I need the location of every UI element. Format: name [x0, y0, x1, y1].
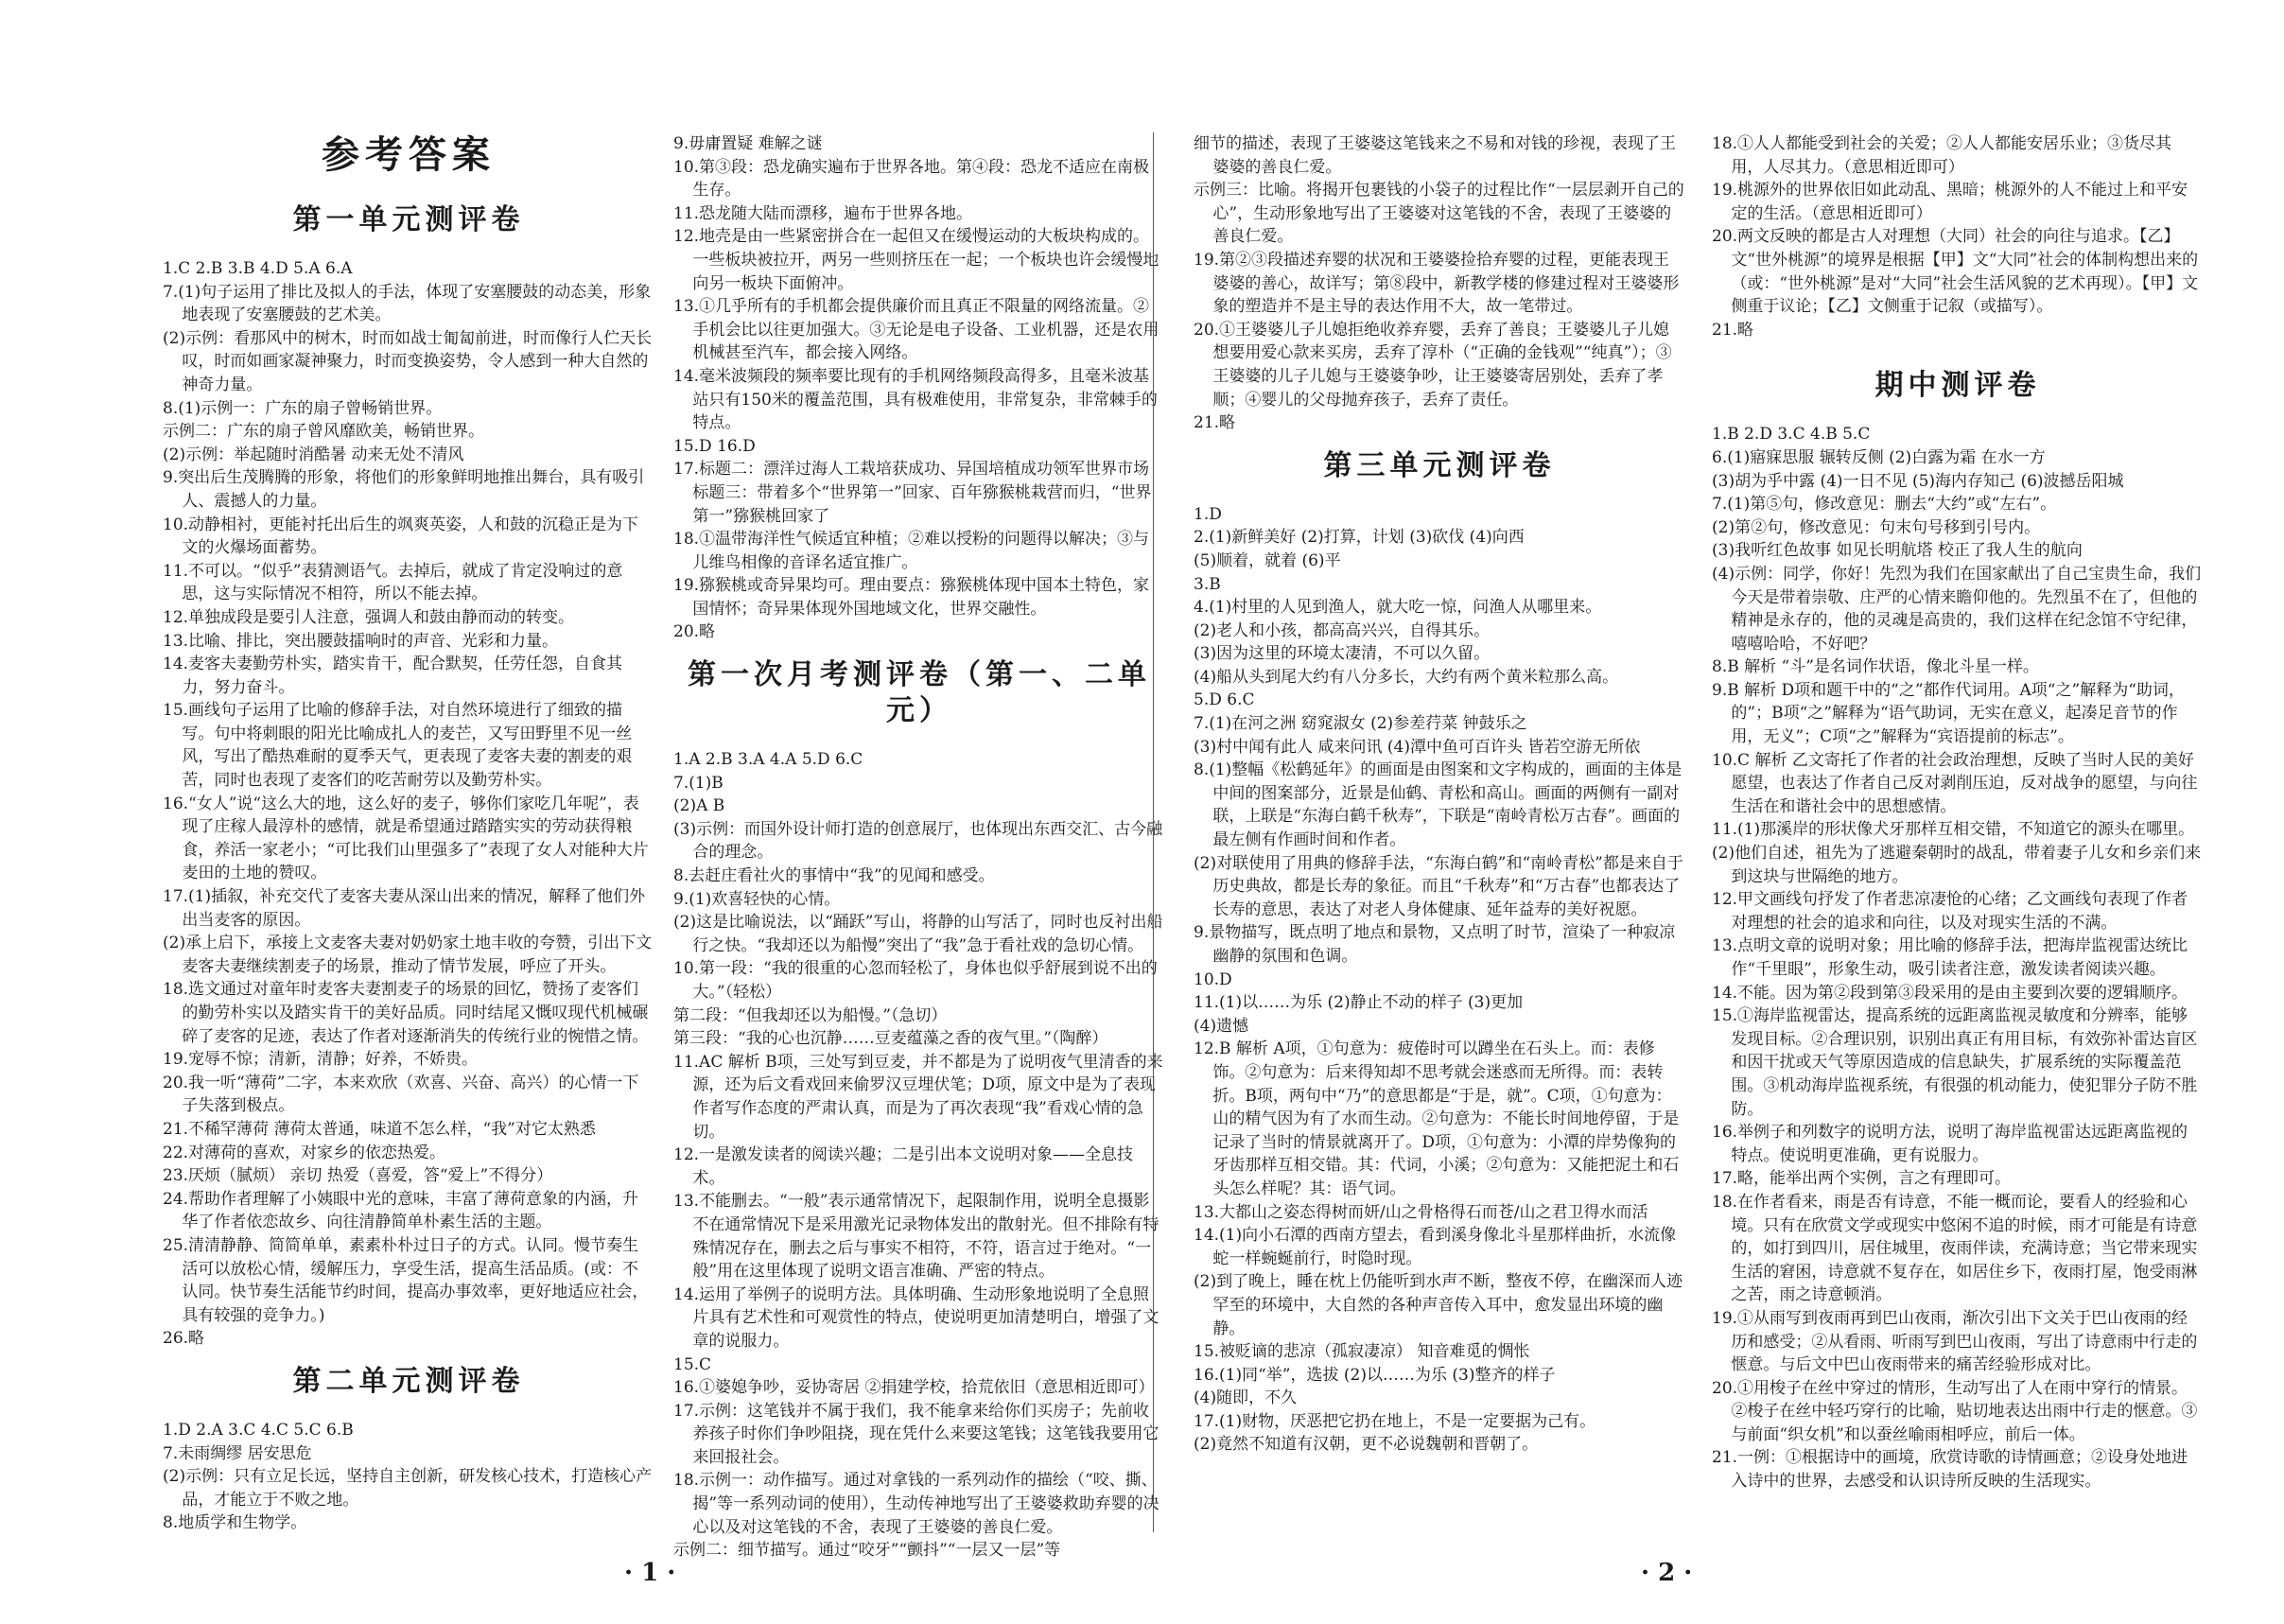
answer-line: 6.(1)寤寐思服 辗转反侧 (2)白露为霜 在水一方	[1712, 447, 2046, 467]
answer-line: 10.第一段：“我的很重的心忽而轻松了，身体也似乎舒展到说不出的大。”（轻松）	[673, 959, 1158, 1002]
answer-line: 9.毋庸置疑 难解之谜	[673, 134, 823, 153]
answer-line: 1.B 2.D 3.C 4.B 5.C	[1712, 425, 1871, 445]
answer-line: 20.略	[673, 622, 716, 642]
answer-line: 1.A 2.B 3.A 4.A 5.D 6.C	[673, 750, 863, 770]
answer-line: 17.标题二：漂洋过海人工栽培获成功、异国培植成功领军世界市场 标题三：带着多个“世界第一”回家、百年猕猴桃栽营而归，“世界第一”猕猴桃回家了	[673, 460, 1152, 526]
column-2	[673, 132, 1165, 1561]
answer-line: 21.不稀罕薄荷 薄荷太普通，味道不怎么样，“我”对它太熟悉	[163, 1119, 596, 1139]
answer-line: (4)示例：同学，你好！先烈为我们在国家献出了自己宝贵生命，我们今天是带着崇敬、庄严的心情来瞻仰他的。先烈虽不在了，但他的精神是永存的，他的灵魂是高贵的，我们这样在纪念馆不守纪律，嘻嘻哈哈，不好吧？	[1712, 564, 2202, 654]
answer-line: 21.略	[1194, 413, 1236, 433]
answer-line: 12.一是激发读者的阅读兴趣；二是引出本文说明对象——全息技术。	[673, 1145, 1134, 1188]
section-title: 第一次月考测评卷（第一、二单元）	[688, 658, 1151, 728]
answer-line: 11.(1)以……为乐 (2)静止不动的样子 (3)更加	[1194, 993, 1524, 1013]
section-title: 第三单元测评卷	[1323, 448, 1556, 482]
answer-line: (5)顺着，就着 (6)平	[1194, 550, 1341, 570]
answer-line: 11.不可以。“似乎”表猜测语气。去掉后，就成了肯定没响过的意思，这与实际情况不相符，所以不能去掉。	[163, 561, 623, 604]
answer-line: 8.地质学和生物学。	[163, 1513, 307, 1533]
answer-line: (3)村中闻有此人 咸来问讯 (4)潭中鱼可百许头 皆若空游无所依	[1194, 737, 1641, 757]
answer-line: 第二段：“但我却还以为船慢。”（急切）	[673, 1005, 948, 1025]
answer-line: 13.比喻、排比，突出腰鼓擂响时的声音、光彩和力量。	[163, 631, 559, 651]
answer-line: 示例三：比喻。将揭开包裹钱的小袋子的过程比作“一层层剥开自己的心”，生动形象地写出了王婆婆对这笔钱的不舍，表现了王婆婆的善良仁爱。	[1194, 181, 1684, 247]
answer-line: 18.选文通过对童年时麦客夫妻割麦子的场景的回忆，赞扬了麦客们的勤劳朴实以及踏实肯干的美好品质。同时结尾又慨叹现代机械碾碎了麦客的足迹，表达了作者对逐渐消失的传统行业的惋惜之情。	[163, 980, 649, 1046]
answer-line: 16.①婆媳争吵，妥协寄居 ②捐建学校，拾荒依旧（意思相近即可）	[673, 1378, 1155, 1398]
answer-line: 1.D	[1194, 504, 1222, 524]
column-4-bottom	[1712, 423, 2204, 1493]
answer-line: 14.(1)向小石潭的西南方望去，看到溪身像北斗星那样曲折，水流像蛇一样蜿蜒前行，时隐时现。	[1194, 1226, 1677, 1268]
answer-line: 1.D 2.A 3.C 4.C 5.C 6.B	[163, 1420, 354, 1440]
answer-line: 17.示例：这笔钱并不属于我们，我不能拿来给你们买房子；先前收养孩子时你们争吵阻挠，现在凭什么来要这笔钱；这笔钱我要用它来回报社会。	[673, 1401, 1159, 1467]
answer-line: 7.(1)B	[673, 773, 724, 793]
answer-line: 10.C 解析 乙文寄托了作者的社会政治理想，反映了当时人民的美好愿望，也表达了作者自己反对剥削压迫，反对战争的愿望，与向往生活在和谐社会中的思想感情。	[1712, 750, 2198, 816]
answer-line: 示例二：细节描写。通过“咬牙”“颤抖”“一层又一层”等	[673, 1541, 1061, 1561]
answer-line: 5.D 6.C	[1194, 690, 1255, 710]
answer-line: (2)他们自述，祖先为了逃避秦朝时的战乱，带着妻子儿女和乡亲们来到这块与世隔绝的地方。	[1712, 844, 2202, 886]
answer-line: 20.①王婆婆儿子儿媳拒绝收养弃婴，丢弃了善良；王婆婆儿子儿媳想要用爱心款来买房，丢弃了淳朴（“正确的金钱观”“纯真”）；③王婆婆的儿子儿媳与王婆婆争吵，让王婆婆寄居别处，丢弃了孝顺；④婴儿的父母抛弃孩子，丢弃了责任。	[1194, 320, 1672, 410]
page-title: 参考答案	[322, 132, 496, 177]
answer-line: 15.画线句子运用了比喻的修辞手法，对自然环境进行了细致的描写。句中将刺眼的阳光比喻成扎人的麦芒，又写田野里不见一丝风，写出了酷热难耐的夏季天气，更表现了麦客夫妻的割麦的艰苦，同时也表现了麦客们的吃苦耐劳以及勤劳朴实。	[163, 701, 633, 791]
answer-line: 13.①几乎所有的手机都会提供廉价而且真正不限量的网络流量。②手机会比以往更加强大。③无论是电子设备、工业机器，还是农用机械甚至汽车，都会接入网络。	[673, 297, 1159, 363]
answer-line: 10.动静相衬，更能衬托出后生的飒爽英姿，人和鼓的沉稳正是为下文的火爆场面蓄势。	[163, 515, 639, 558]
answer-line: (3)胡为乎中露 (4)一日不见 (5)海内存知己 (6)波撼岳阳城	[1712, 471, 2124, 491]
answer-line: 第三段：“我的心也沉静……豆麦蕴藻之香的夜气里。”（陶醉）	[673, 1029, 1108, 1049]
answer-line: (3)因为这里的环境太凄清，不可以久留。	[1194, 644, 1491, 664]
answer-line: 10.第③段：恐龙确实遍布于世界各地。第④段：恐龙不适应在南极生存。	[673, 157, 1150, 201]
answer-line: 7.未雨绸缪 居安思危	[163, 1443, 312, 1463]
answer-line: 25.清清静静、简简单单，素素朴朴过日子的方式。认同。慢节奏生活可以放松心情，缓解压力，享受生活，提高生活品质。(或：不认同。快节奏生活能节约时间，提高办事效率，更好地适应社会，具有较强的竞争力。)	[163, 1235, 649, 1325]
answer-line: 12.B 解析 A项，①句意为：疲倦时可以蹲坐在石头上。而：表修饰。②句意为：后来得知却不思考就会迷惑而无所得。而：表转折。B项，两句中“乃”的意思都是“于是，就”。C项，①句意为：山的精气因为有了水而生动。②句意为：不能长时间地停留，于是记录了当时的情景就离开了。D项，①句意为：小潭的岸势像狗的牙齿那样互相交错。其：代词，小溪；②句意为：又能把泥土和石头怎么样呢？其：语气词。	[1194, 1039, 1680, 1198]
answer-line: 14.毫米波频段的频率要比现有的手机网络频段高得多，且毫米波基站只有150米的覆盖范围，具有极难使用，非常复杂，非常棘手的特点。	[673, 366, 1158, 433]
answer-line: (4)船从头到尾大约有八分多长，大约有两个黄米粒那么高。	[1194, 667, 1619, 687]
answer-line: 20.两文反映的都是古人对理想（大同）社会的向往与追求。【乙】文“世外桃源”的境界是根据【甲】文“大同”社会的体制构想出来的（或：“世外桃源”是对“大同”社会生活风貌的艺术再现）。【甲】文侧重于议论；【乙】文侧重于记叙（或描写）。	[1712, 227, 2199, 317]
answer-line: 11.恐龙随大陆而漂移，遍布于世界各地。	[673, 203, 973, 223]
answer-line: (2)竟然不知道有汉朝，更不必说魏朝和晋朝了。	[1194, 1435, 1539, 1455]
answer-line: 12.地壳是由一些紧密拼合在一起但又在缓慢运动的大板块构成的。一些板块被拉开，两另一些则挤压在一起；一个板块也许会缓慢地向另一板块下面俯冲。	[673, 227, 1159, 293]
answer-line: 17.略，能举出两个实例，言之有理即可。	[1712, 1169, 2012, 1189]
answer-line: 8.去赶庄看社火的事情中“我”的见闻和感受。	[673, 866, 995, 886]
answer-line: (2)到了晚上，睡在枕上仍能听到水声不断，整夜不停，在幽深而人迹罕至的环境中，大自然的各种声音传入耳中，愈发显出环境的幽静。	[1194, 1272, 1683, 1338]
answer-line: 13.点明文章的说明对象；用比喻的修辞手法，把海岸监视雷达统比作“千里眼”，形象生动，吸引读者注意，激发读者阅读兴趣。	[1712, 936, 2188, 979]
answer-line: (2)A B	[673, 796, 725, 816]
answer-line: 13.不能删去。“一般”表示通常情况下，起限制作用，说明全息摄影不在通常情况下是采用激光记录物体发出的散射光。但不排除有特殊情况存在，删去之后与事实不相符，不符，语言过于绝对。“一般”用在这里体现了说明文语言准确、严密的特点。	[673, 1192, 1159, 1282]
answer-line: 18.①温带海洋性气候适宜种植；②难以授粉的问题得以解决；③与儿维鸟相像的音译名适宜推广。	[673, 530, 1150, 572]
answer-line: (2)示例：看那风中的树木，时而如战士匍匐前进，时而像行人伫天长叹，时而如画家凝神聚力，时而变换姿势，令人感到一种大自然的神奇力量。	[163, 328, 653, 394]
answer-line: 7.(1)第⑤句，修改意见：删去“大约”或“左右”。	[1712, 495, 2057, 515]
answer-line: 7.(1)句子运用了排比及拟人的手法，体现了安塞腰鼓的动态美，形象地表现了安塞腰鼓的艺术美。	[163, 282, 652, 325]
answer-line: 14.运用了举例子的说明方法。具体明确、生动形象地说明了全息照片具有艺术性和可观赏性的特点，使说明更加清楚明白，增强了文章的说服力。	[673, 1284, 1159, 1351]
answer-line: 15.被贬谪的悲凉（孤寂凄凉） 知音难觅的惆怅	[1194, 1342, 1530, 1362]
answer-line: 细节的描述，表现了王婆婆这笔钱来之不易和对钱的珍视，表现了王婆婆的善良仁爱。	[1194, 134, 1676, 177]
answer-line: 10.D	[1194, 969, 1232, 989]
answer-line: 20.①用梭子在丝中穿过的情形，生动写出了人在雨中穿行的情景。②梭子在丝中轻巧穿行的比喻，贴切地表达出雨中行走的惬意。③与前面“织女机”和以蚕丝喻雨相呼应，前后一体。	[1712, 1378, 2198, 1444]
answer-line: 24.帮助作者理解了小姨眼中光的意味，丰富了薄荷意象的内涵，升华了作者依恋故乡、向往清静简单朴素生活的主题。	[163, 1189, 639, 1232]
answer-line: 16.举例子和列数字的说明方法，说明了海岸监视雷达远距离监视的特点。使说明更准确，更有说服力。	[1712, 1123, 2188, 1165]
answer-line: 14.不能。因为第②段到第③段采用的是由主要到次要的逻辑顺序。	[1712, 983, 2188, 1003]
answer-line: 17.(1)插叙，补充交代了麦客夫妻从深山出来的情况，解释了他们外出当麦客的原因。	[163, 887, 646, 930]
answer-line: 21.略	[1712, 320, 1754, 340]
answer-line: (2)示例：举起随时消酷暑 动来无处不清风	[163, 445, 464, 464]
answer-line: 26.略	[163, 1329, 205, 1349]
answer-line: 3.B	[1194, 574, 1221, 594]
answer-line: (3)我听红色故事 如见长明航塔 校正了我人生的航向	[1712, 541, 2083, 561]
answer-line: 15.①海岸监视雷达，提高系统的远距离监视灵敏度和分辨率，能够发现目标。②合理识别，识别出真正有用目标，有效弥补雷达盲区和因干扰或天气等原因造成的信息缺失，扩展系统的实际覆盖范围。③机动海岸监视系统，有很强的机动能力，使犯罪分子防不胜防。	[1712, 1006, 2198, 1119]
page-number-right: · 2 ·	[1641, 1559, 1693, 1587]
answer-line: 23.厌烦（腻烦） 亲切 热爱（喜爱，答“爱上”不得分）	[163, 1166, 553, 1186]
page-number-left: · 1 ·	[624, 1559, 676, 1587]
answer-line: 8.B 解析 “斗”是名词作状语，像北斗星一样。	[1712, 657, 2039, 677]
answer-line: (4)遗憾	[1194, 1016, 1249, 1036]
answer-line: 17.(1)财物，厌恶把它扔在地上，不是一定要据为己有。	[1194, 1411, 1596, 1431]
answer-line: 12.甲文画线句抒发了作者悲凉凄怆的心绪；乙文画线句表现了作者对理想的社会的追求和向往，以及对现实生活的不满。	[1712, 890, 2188, 933]
answer-line: 19.①从雨写到夜雨再到巴山夜雨，渐次引出下文关于巴山夜雨的经历和感受；②从看雨、听雨写到巴山夜雨，写出了诗意雨中行走的惬意。与后文中巴山夜雨带来的痛苦经验形成对比。	[1712, 1308, 2198, 1375]
answer-line: (2)老人和小孩，都高高兴兴，自得其乐。	[1194, 620, 1491, 640]
column-4	[1712, 132, 2204, 1532]
answer-line: 14.麦客夫妻勤劳朴实，踏实肯干，配合默契，任劳任怨，自食其力，努力奋斗。	[163, 655, 623, 697]
answer-line: 18.示例一：动作描写。通过对拿钱的一系列动作的描绘（“咬、撕、揭”等一系列动词的使用），生动传神地写出了王婆婆救助弃婴的决心以及对这笔钱的不舍，表现了王婆婆的善良仁爱。	[673, 1471, 1159, 1537]
answer-line: (2)这是比喻说法，以“踊跃”写山，将静的山写活了，同时也反衬出船行之快。“我却还以为船慢”突出了“我”急于看社戏的急切心情。	[673, 913, 1163, 955]
answer-line: 15.C	[673, 1354, 712, 1374]
answer-line: 16.“女人”说“这么大的地，这么好的麦子，够你们家吃几年呢”，表现了庄稼人最淳朴的感情，就是希望通过踏踏实实的劳动获得粮食，养活一家老小；“可比我们山里强多了”表现了女人对能种大片麦田的土地的赞叹。	[163, 794, 649, 883]
answer-line: 1.C 2.B 3.B 4.D 5.A 6.A	[163, 259, 353, 278]
column-4-top	[1712, 132, 2204, 341]
answer-line: 13.大都山之姿态得树而妍/山之骨格得石而苍/山之君卫得水而活	[1194, 1202, 1648, 1222]
answer-line: 19.猕猴桃或奇异果均可。理由要点：猕猴桃体现中国本土特色，家国情怀；奇异果体现外国地域文化，世界交融性。	[673, 576, 1150, 619]
answer-line: 7.(1)在河之洲 窈窕淑女 (2)参差荇菜 钟鼓乐之	[1194, 714, 1527, 734]
answer-line: 9.突出后生茂腾腾的形象，将他们的形象鲜明地推出舞台，具有吸引人、震撼人的力量。	[163, 468, 645, 511]
answer-line: 20.我一听“薄荷”二字，本来欢欣（欢喜、兴奋、高兴）的心情一下子失落到极点。	[163, 1073, 639, 1116]
column-1	[163, 189, 654, 1532]
answer-line: 19.宠辱不惊；清新，清静；好养，不娇贵。	[163, 1050, 479, 1070]
section-title: 第一单元测评卷	[292, 203, 525, 236]
answer-line: (3)示例：而国外设计师打造的创意展厅，也体现出东西交汇、古今融合的理念。	[673, 819, 1163, 863]
answer-line: 4.(1)村里的人见到渔人，就大吃一惊，问渔人从哪里来。	[1194, 598, 1602, 618]
answer-line: (2)示例：只有立足长远，坚持自主创新，研发核心技术，打造核心产品，才能立于不败之地。	[163, 1467, 653, 1510]
answer-line: 9.(1)欢喜轻快的心情。	[673, 889, 841, 909]
answer-line: 15.D 16.D	[673, 436, 756, 456]
answer-line: (4)随即，不久	[1194, 1388, 1298, 1408]
answer-line: 8.(1)示例一：广东的扇子曾畅销世界。	[163, 398, 443, 418]
answer-line: 12.单独成段是要引人注意，强调人和鼓由静而动的转变。	[163, 607, 575, 627]
answer-line: (2)第②句，修改意见：句末句号移到引号内。	[1712, 517, 2041, 537]
column-3	[1194, 132, 1685, 1532]
answer-line: 11.AC 解析 B项，三处写到豆麦，并不都是为了说明夜气里清香的来源，还为后文看戏回来偷罗汉豆埋伏笔；D项，原文中是为了表现作者写作态度的严肃认真，而是为了再次表现“我”看戏心情的急切。	[673, 1052, 1163, 1142]
answer-line: 2.(1)新鲜美好 (2)打算，计划 (3)砍伐 (4)向西	[1194, 528, 1525, 548]
answer-line: 11.(1)那溪岸的形状像犬牙那样互相交错，不知道它的源头在哪里。	[1712, 820, 2195, 840]
answer-line: 22.对薄荷的喜欢，对家乡的依恋热爱。	[163, 1143, 446, 1162]
answer-line: (2)承上启下，承接上文麦客夫妻对奶奶家土地丰收的夸赞，引出下文麦客夫妻继续割麦子的场景，推动了情节发展，呼应了开头。	[163, 934, 653, 976]
answer-line: 18.①人人都能受到社会的关爱；②人人都能安居乐业；③货尽其用，人尽其力。（意思相近即可）	[1712, 134, 2172, 177]
answer-line: 9.B 解析 D项和题干中的“之”都作代词用。A项“之”解释为“助词，的”；B项“之”解释为“语气助词，无实在意义，起凑足音节的作用，无义”；C项“之”解释为“宾语提前的标志”。	[1712, 680, 2185, 747]
section-title: 第二单元测评卷	[292, 1364, 525, 1398]
answer-line: (2)对联使用了用典的修辞手法，“东海白鹤”和“南岭青松”都是来自于历史典故，都是长寿的象征。而且“千秋寿”和“万古春”也都表达了长寿的意思，表达了对老人身体健康、延年益寿的美好祝愿。	[1194, 853, 1683, 919]
answer-line: 8.(1)整幅《松鹤延年》的画面是由图案和文字构成的，画面的主体是中间的图案部分，近景是仙鹤、青松和高山。画面的两侧有一副对联，上联是“东海白鹤千秋寿”，下联是“南岭青松万古春”。画面的最左侧有作画时间和作者。	[1194, 760, 1682, 850]
answer-line: 19.第②③段描述弃婴的状况和王婆婆捡拾弃婴的过程，更能表现王婆婆的善心，故详写；第⑧段中，新教学楼的修建过程对王婆婆形象的塑造并不是主导的表达作用不大，故一笔带过。	[1194, 250, 1680, 317]
answer-line: 9.景物描写，既点明了地点和景物，又点明了时节，渲染了一种寂凉幽静的氛围和色调。	[1194, 923, 1676, 966]
page-divider	[1153, 132, 1154, 1532]
answer-line: 示例二：广东的扇子曾风靡欧美，畅销世界。	[163, 422, 484, 442]
answer-line: 18.在作者看来，雨是否有诗意，不能一概而论，要看人的经验和心境。只有在欣赏文学或现实中悠闲不追的时候，雨才可能是有诗意的，如打到四川，居住城里，夜雨伴读，充满诗意；当它带来现实生活的窘困，诗意就不复存在，如居住乡下，夜雨打屋，饱受雨淋之苦，雨之诗意顿消。	[1712, 1192, 2198, 1305]
answer-line: 19.桃源外的世界依旧如此动乱、黑暗；桃源外的人不能过上和平安定的生活。（意思相近即可）	[1712, 181, 2188, 223]
answer-line: 21.一例：①根据诗中的画境，欣赏诗歌的诗情画意；②设身处地进入诗中的世界，去感受和认识诗所反映的生活现实。	[1712, 1448, 2188, 1492]
section-title-midterm: 期中测评卷	[1874, 369, 2041, 403]
answer-line: 16.(1)同“举”，选拔 (2)以……为乐 (3)整齐的样子	[1194, 1365, 1556, 1385]
